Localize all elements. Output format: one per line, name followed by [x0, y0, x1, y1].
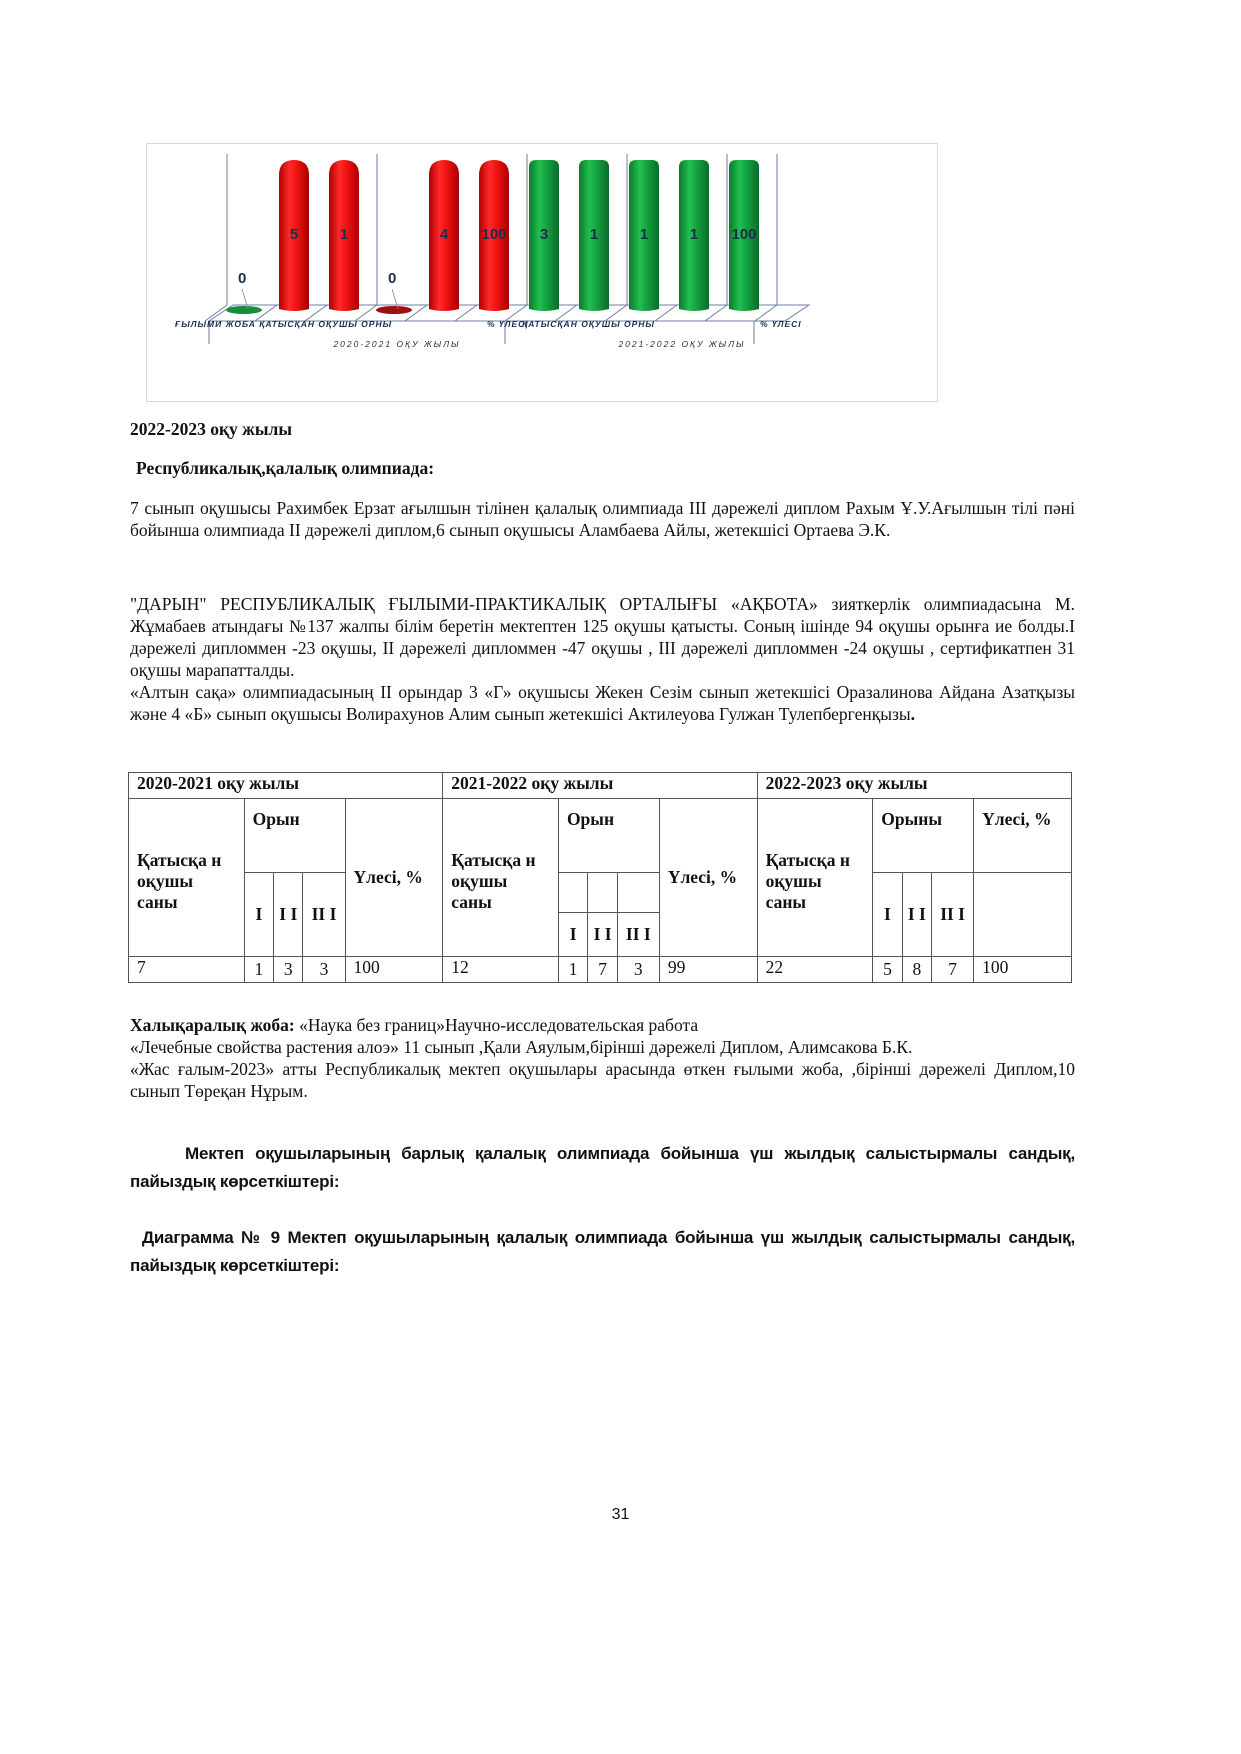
- participants-header: Қатысқа н оқушы саны: [757, 799, 873, 957]
- chart-data-label: 5: [289, 226, 299, 243]
- summary-heading: Мектеп оқушыларының барлық қалалық олимпиада бойынша үш жылдық салыстырмалы сандық, пайыздық көрсеткіштері:: [130, 1144, 1075, 1191]
- share-value: 100: [974, 957, 1072, 983]
- place-III-value: 7: [932, 957, 974, 983]
- paragraph-altyn-saka-text: «Алтын сақа» олимпиадасының II орындар 3 «Г» оқушысы Жекен Сезім сынып жетекшісі Оразалинова Айдана Азатқызы және 4 «Б» сынып оқушысы Волирахунов Алим сынып жетекшісі Актилеуова Гулжан Тулепбергенқызы: [130, 682, 1075, 724]
- page-number: 31: [611, 1506, 630, 1523]
- chart-data-label: 0: [238, 270, 247, 287]
- place-II-value: 3: [274, 957, 303, 983]
- participants-value: 22: [757, 957, 873, 983]
- table-header-row-2: [129, 873, 1072, 913]
- participants-header: Қатысқа н оқушы саны: [443, 799, 559, 957]
- axis-label-group2-share: % ҮЛЕСІ: [760, 319, 802, 329]
- participants-value: 12: [443, 957, 559, 983]
- year-header-2021-2022: 2021-2022 оқу жылы: [443, 773, 757, 799]
- international-line-1: [130, 1014, 1075, 1036]
- place-header: Орын: [244, 799, 345, 873]
- participants-value: 7: [129, 957, 245, 983]
- place-III-value: 3: [617, 957, 659, 983]
- place-header: Орын: [558, 799, 659, 873]
- paragraph-end-mark: .: [910, 704, 916, 724]
- place-I-header: I: [244, 873, 273, 957]
- chart-bar: [376, 306, 412, 314]
- place-II-value: 7: [588, 957, 617, 983]
- chart-data-label: 1: [639, 226, 649, 243]
- section-heading-olympiad: Республикалық,қалалық олимпиада:: [136, 458, 435, 478]
- place-I-value: 1: [558, 957, 587, 983]
- paragraph-darын-olympiad: [130, 593, 1075, 725]
- place-I-header: I: [873, 873, 902, 957]
- empty-cell: [617, 873, 659, 913]
- chart-data-label: 1: [689, 226, 699, 243]
- international-line-3: «Жас ғалым-2023» атты Республикалық мектеп оқушылары арасында өткен ғылыми жоба, ,бірінші дәрежелі Диплом,10 сынып Төреқан Нұрым.: [130, 1059, 1075, 1101]
- group-label-2021-2022: 2021-2022 ОҚУ ЖЫЛЫ: [618, 339, 746, 349]
- place-III-value: 3: [303, 957, 345, 983]
- international-line-1-text: «Наука без границ»Научно-исследовательская работа: [294, 1015, 699, 1035]
- year-header-2022-2023: 2022-2023 оқу жылы: [757, 773, 1071, 799]
- olympiad-bar-chart: [146, 143, 938, 402]
- place-III-header: II I: [932, 873, 974, 957]
- place-II-header: I I: [902, 873, 931, 957]
- share-header: Үлесі, %: [974, 799, 1072, 873]
- place-I-value: 5: [873, 957, 902, 983]
- international-label: Халықаралық жоба:: [130, 1015, 295, 1035]
- share-value: 100: [345, 957, 443, 983]
- paragraph-city-olympiad: 7 сынып оқушысы Рахимбек Ерзат ағылшын тілінен қалалық олимпиада III дәрежелі диплом Рахым Ұ.У.Ағылшын тілі пәні бойынша олимпиада II дәрежелі диплом,6 сынып оқушысы Аламбаева Айлы, жетекшісі Ортаева Э.К.: [130, 498, 1075, 540]
- chart-bar: [226, 306, 262, 314]
- international-line-2: «Лечебные свойства растения алоэ» 11 сынып ,Қали Аяулым,бірінші дәрежелі Диплом, Алимсакова Б.К.: [130, 1037, 913, 1057]
- axis-label-group1-row: ҒЫЛЫМИ ЖОБА ҚАТЫСҚАН ОҚУШЫ ОРНЫ: [175, 319, 393, 329]
- chart-canvas: [147, 144, 937, 401]
- chart-data-label: 100: [731, 226, 757, 243]
- empty-cell: [974, 873, 1072, 957]
- table-row: [129, 957, 1072, 983]
- share-header: Үлесі, %: [345, 799, 443, 957]
- axis-label-group2-row: ҚАТЫСҚАН ОҚУШЫ ОРНЫ: [522, 319, 655, 329]
- chart-data-label: 1: [339, 226, 349, 243]
- diagram-caption: Диаграмма № 9 Мектеп оқушыларының қалалық олимпиада бойынша үш жылдық салыстырмалы сандық, пайыздық көрсеткіштері:: [130, 1228, 1075, 1275]
- section-heading-year: 2022-2023 оқу жылы: [130, 419, 292, 439]
- table-header-row-1: [129, 799, 1072, 873]
- chart-data-label: 1: [589, 226, 599, 243]
- table-year-row: [129, 773, 1072, 799]
- place-I-value: 1: [244, 957, 273, 983]
- results-table: [128, 772, 1072, 983]
- axis-label-group1-share: % ҮЛЕСІ: [487, 319, 529, 329]
- place-II-header: I I: [588, 913, 617, 957]
- paragraph-altyn-saka: [130, 681, 1075, 725]
- chart-data-label: 100: [481, 226, 507, 243]
- place-I-header: I: [558, 913, 587, 957]
- international-project: [130, 1014, 1075, 1102]
- place-III-header: II I: [303, 873, 345, 957]
- share-header: Үлесі, %: [659, 799, 757, 957]
- place-header: Орыны: [873, 799, 974, 873]
- group-label-2020-2021: 2020-2021 ОҚУ ЖЫЛЫ: [333, 339, 461, 349]
- chart-data-label: 4: [439, 226, 449, 243]
- chart-data-label: 3: [539, 226, 549, 243]
- empty-cell: [588, 873, 617, 913]
- share-value: 99: [659, 957, 757, 983]
- participants-header: Қатысқа н оқушы саны: [129, 799, 245, 957]
- place-II-header: I I: [274, 873, 303, 957]
- paragraph-akbota: "ДАРЫН" РЕСПУБЛИКАЛЫҚ ҒЫЛЫМИ-ПРАКТИКАЛЫҚ ОРТАЛЫҒЫ «АҚБОТА» зияткерлік олимпиадасына М. Жұмабаев атындағы №137 жалпы білім беретін мектептен 125 оқушы қатысты. Соның ішінде 94 оқушы орынға ие болды.I дәрежелі дипломмен -23 оқушы, II дәрежелі дипломмен -47 оқушы , III дәрежелі дипломмен -24 оқушы , сертификатпен 31 оқушы марапатталды.: [130, 594, 1075, 680]
- empty-cell: [558, 873, 587, 913]
- place-III-header: II I: [617, 913, 659, 957]
- place-II-value: 8: [902, 957, 931, 983]
- chart-data-label: 0: [388, 270, 397, 287]
- year-header-2020-2021: 2020-2021 оқу жылы: [129, 773, 443, 799]
